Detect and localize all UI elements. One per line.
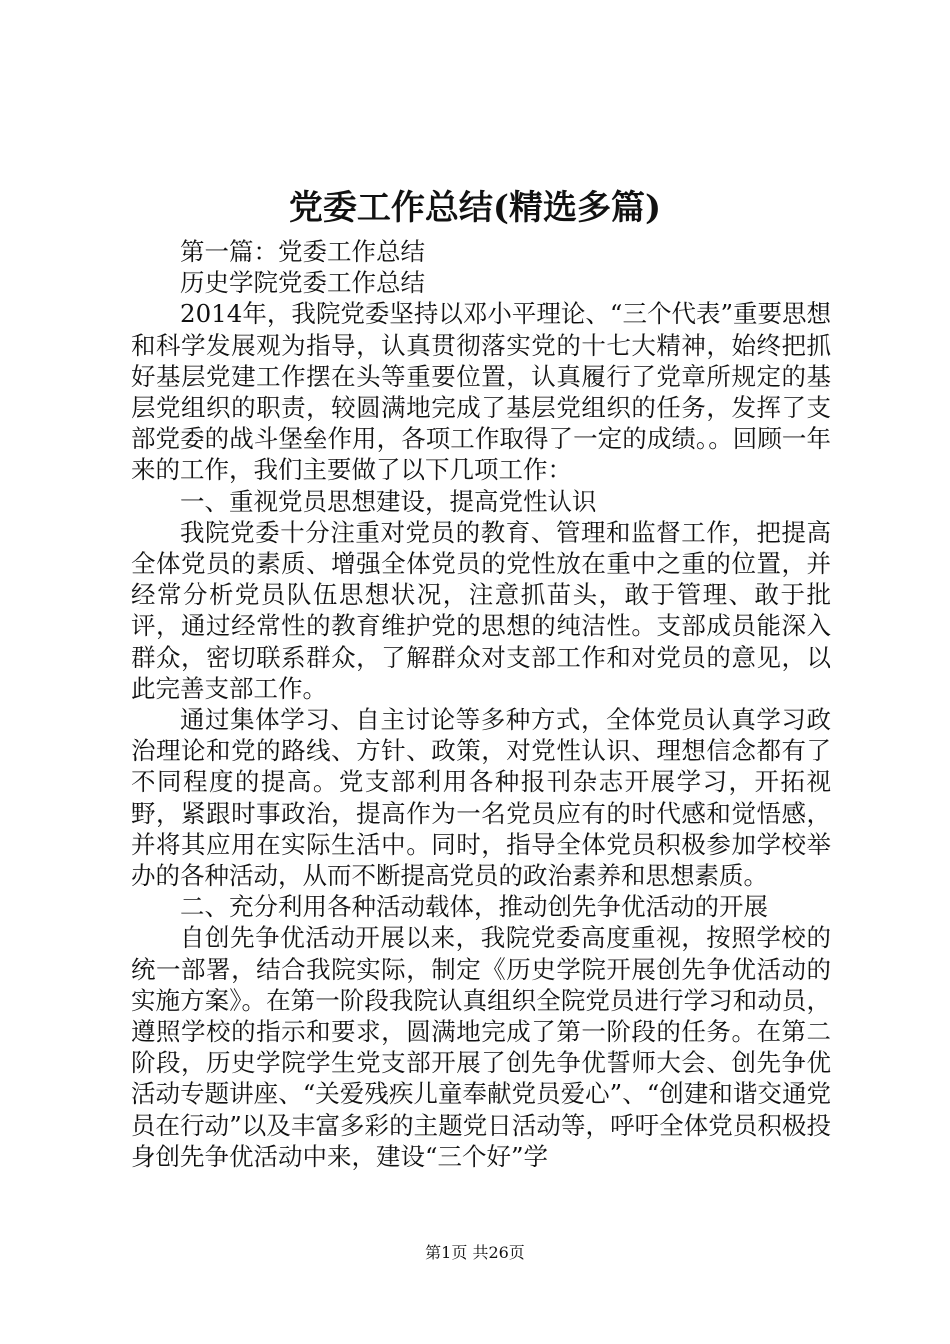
- paragraph-heading-two: 二、充分利用各种活动载体，推动创先争优活动的开展: [180, 892, 768, 922]
- paragraph-section-heading: 第一篇：党委工作总结: [180, 237, 425, 266]
- page-number: 第1页 共26页: [425, 1243, 525, 1262]
- document-title: 党委工作总结(精选多篇): [288, 188, 662, 228]
- paragraph-body: 我院党委十分注重对党员的教育、管理和监督工作，把提高全体党员的素质、增强全体党员的党性放在重中之重的位置，并经常分析党员队伍思想状况，注意抓苗头，敢于管理、敢于批评，通过经常性的教育维护党的思想的纯洁性。支部成员能深入群众，密切联系群众，了解群众对支部工作和对党员的意见，以此完善支部工作。: [131, 517, 831, 703]
- paragraph-body: 通过集体学习、自主讨论等多种方式，全体党员认真学习政治理论和党的路线、方针、政策，对党性认识、理想信念都有了不同程度的提高。党支部利用各种报刊杂志开展学习，开拓视野，紧跟时事政治，提高作为一名党员应有的时代感和觉悟感，并将其应用在实际生活中。同时，指导全体党员积极参加学校举办的各种活动，从而不断提高党员的政治素养和思想素质。: [131, 705, 831, 891]
- paragraph-body: 自创先争优活动开展以来，我院党委高度重视，按照学校的统一部署，结合我院实际，制定《历史学院开展创先争优活动的实施方案》。在第一阶段我院认真组织全院党员进行学习和动员，遵照学校的指示和要求，圆满地完成了第一阶段的任务。在第二阶段，历史学院学生党支部开展了创先争优誓师大会、创先争优活动专题讲座、“关爱残疾儿童奉献党员爱心”、“创建和谐交通党员在行动”以及丰富多彩的主题党日活动等，呼吁全体党员积极投身创先争优活动中来，建设“三个好”学: [131, 923, 831, 1171]
- paragraph-heading-one: 一、重视党员思想建设，提高党性认识: [180, 486, 597, 516]
- document-body: [131, 236, 831, 1172]
- paragraph-subtitle: 历史学院党委工作总结: [180, 268, 425, 298]
- paragraph-intro: 2014年，我院党委坚持以邓小平理论、“三个代表”重要思想和科学发展观为指导，认真贯彻落实党的十七大精神，始终把抓好基层党建工作摆在头等重要位置，认真履行了党章所规定的基层党组织的职责，较圆满地完成了基层党组织的任务，发挥了支部党委的战斗堡垒作用，各项工作取得了一定的成绩。。回顾一年来的工作，我们主要做了以下几项工作：: [131, 299, 831, 485]
